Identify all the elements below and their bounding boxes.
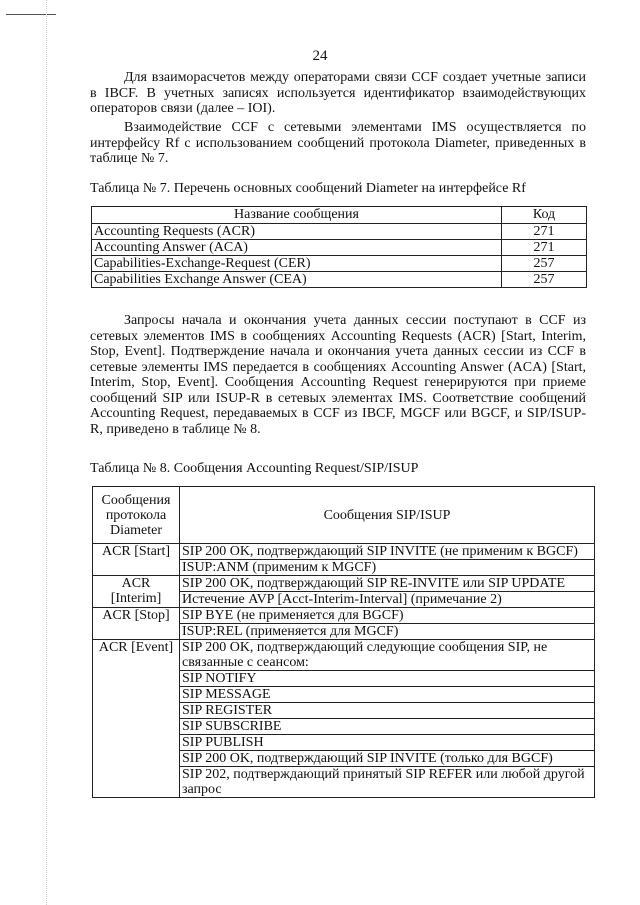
acr-event-cell: ACR [Event] [93, 640, 180, 798]
paragraph-rf-interface: Взаимодействие CCF с сетевыми элементами IMS осуществляется по интерфейсу Rf с использованием сообщений протокола Diameter, приведенных в таблице № 7. [90, 120, 586, 166]
acr-stop-cell: ACR [Stop] [93, 608, 180, 640]
sip-message-cell: SIP 200 OK, подтверждающий SIP RE-INVITE или SIP UPDATE [180, 576, 595, 592]
table-row [93, 608, 595, 624]
corner-mark [6, 14, 56, 15]
paragraph-accounting-requests: Запросы начала и окончания учета данных сессии поступают в CCF из сетевых элементов IMS в сообщениях Accounting Requests (ACR) [Start, Interim, Stop, Event]. Подтверждение начала и окончания учета данных сессии из CCF в сетевые элементы IMS передается в сообщениях Accounting Answer (ACA) [Start, Interim, Stop, Event]. Сообщения Accounting Request генерируются при приеме сообщений SIP или ISUP-R в сетевых элементах IMS. Соответствие сообщений Accounting Request, передаваемых в CCF из IBCF, MGCF или BGCF, и SIP/ISUP-R, приведено в таблице № 8. [90, 313, 586, 437]
column-header-protocol: Сообщения протокола Diameter [93, 487, 180, 544]
sip-message-cell: SIP BYE (не применяется для BGCF) [180, 608, 595, 624]
table-row [92, 272, 587, 288]
table-header-row [92, 207, 587, 224]
sip-message-cell: SIP 202, подтверждающий принятый SIP REFER или любой другой запрос [180, 767, 595, 798]
message-code-cell: 271 [502, 224, 587, 240]
table-row [93, 544, 595, 560]
sip-message-cell: SIP NOTIFY [180, 671, 595, 687]
paragraph-accounting-records: Для взаиморасчетов между операторами связи CCF создает учетные записи в IBCF. В учетных записях используется идентификатор взаимодействующих операторов связи (далее – IOI). [90, 70, 586, 116]
column-header-code: Код [502, 207, 587, 224]
acr-interim-cell: ACR [Interim] [93, 576, 180, 608]
sip-message-cell: Истечение AVP [Acct-Interim-Interval] (примечание 2) [180, 592, 595, 608]
message-name-cell: Accounting Requests (ACR) [92, 224, 502, 240]
column-header-name: Название сообщения [92, 207, 502, 224]
page-number: 24 [312, 48, 328, 64]
table-row [92, 240, 587, 256]
message-code-cell: 257 [502, 272, 587, 288]
sip-message-cell: SIP PUBLISH [180, 735, 595, 751]
table8-caption: Таблица № 8. Сообщения Accounting Request/SIP/ISUP [90, 461, 419, 476]
table7-caption: Таблица № 7. Перечень основных сообщений Diameter на интерфейсе Rf [90, 181, 526, 196]
message-code-cell: 271 [502, 240, 587, 256]
acr-start-cell: ACR [Start] [93, 544, 180, 576]
column-header-sip: Сообщения SIP/ISUP [180, 487, 595, 544]
table-row [93, 576, 595, 592]
sip-message-cell: SIP SUBSCRIBE [180, 719, 595, 735]
table-row [92, 256, 587, 272]
table-row [93, 640, 595, 671]
message-name-cell: Capabilities-Exchange-Request (CER) [92, 256, 502, 272]
message-code-cell: 257 [502, 256, 587, 272]
message-name-cell: Capabilities Exchange Answer (CEA) [92, 272, 502, 288]
sip-message-cell: SIP 200 OK, подтверждающий SIP INVITE (не применим к BGCF) [180, 544, 595, 560]
sip-message-cell: SIP REGISTER [180, 703, 595, 719]
margin-rule [46, 0, 47, 905]
sip-message-cell: SIP MESSAGE [180, 687, 595, 703]
sip-message-cell: SIP 200 OK, подтверждающий следующие сообщения SIP, не связанные с сеансом: [180, 640, 595, 671]
table-header-row [93, 487, 595, 544]
diameter-messages-table [91, 206, 587, 288]
sip-message-cell: SIP 200 OK, подтверждающий SIP INVITE (только для BGCF) [180, 751, 595, 767]
table-row [92, 224, 587, 240]
sip-message-cell: ISUP:REL (применяется для MGCF) [180, 624, 595, 640]
sip-message-cell: ISUP:ANM (применим к MGCF) [180, 560, 595, 576]
accounting-request-mapping-table [92, 486, 595, 798]
message-name-cell: Accounting Answer (ACA) [92, 240, 502, 256]
